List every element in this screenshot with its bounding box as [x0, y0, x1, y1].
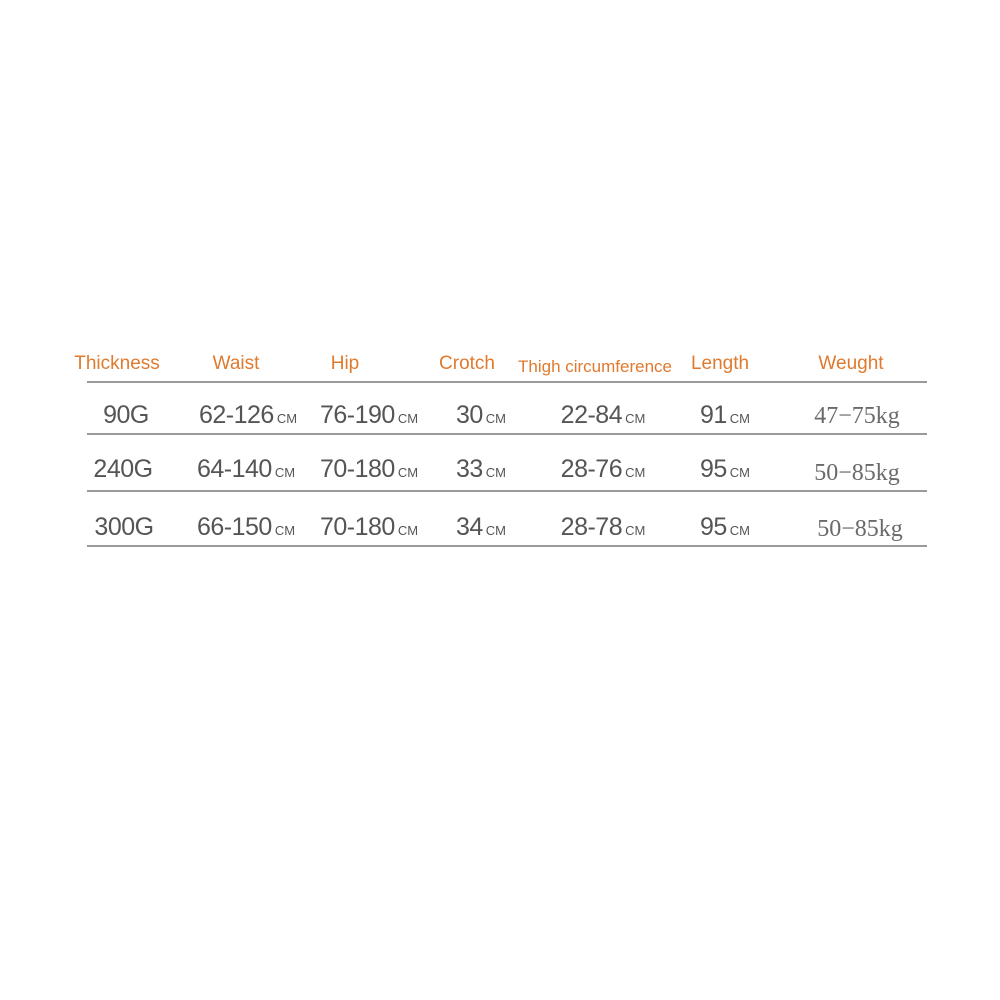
row-1-divider	[87, 433, 927, 435]
row-3-waist: 66-150 CM	[196, 513, 296, 541]
header-hip: Hip	[330, 353, 360, 374]
row-1-hip: 76-190 CM	[319, 401, 419, 429]
row-3-crotch: 34 CM	[455, 513, 507, 541]
row-1-thickness: 90G	[103, 401, 149, 429]
header-length: Length	[690, 353, 750, 374]
header-crotch: Crotch	[439, 353, 495, 374]
row-2-length: 95 CM	[699, 455, 751, 483]
row-2-waist: 64-140 CM	[196, 455, 296, 483]
row-3-thickness: 300G	[94, 513, 154, 541]
row-3-weight: 50−85kg	[817, 516, 903, 542]
row-2-thigh: 28-76 CM	[560, 455, 646, 483]
header-weight: Weught	[818, 353, 884, 374]
row-3-hip: 70-180 CM	[319, 513, 419, 541]
row-1-thigh: 22-84 CM	[560, 401, 646, 429]
header-waist: Waist	[212, 353, 260, 374]
header-thickness: Thickness	[74, 353, 160, 374]
row-2-hip: 70-180 CM	[319, 455, 419, 483]
row-2-weight: 50−85kg	[814, 460, 900, 486]
row-3-length: 95 CM	[699, 513, 751, 541]
row-3-thigh: 28-78 CM	[560, 513, 646, 541]
row-1-length: 91 CM	[699, 401, 751, 429]
row-3-divider	[87, 545, 927, 547]
row-2-thickness: 240G	[93, 455, 153, 483]
header-divider	[87, 381, 927, 383]
row-2-divider	[87, 490, 927, 492]
row-1-weight: 47−75kg	[814, 403, 900, 429]
header-thigh-circumference: Thigh circumference	[517, 357, 673, 376]
row-1-crotch: 30 CM	[455, 401, 507, 429]
row-2-crotch: 33 CM	[455, 455, 507, 483]
row-1-waist: 62-126 CM	[198, 401, 298, 429]
